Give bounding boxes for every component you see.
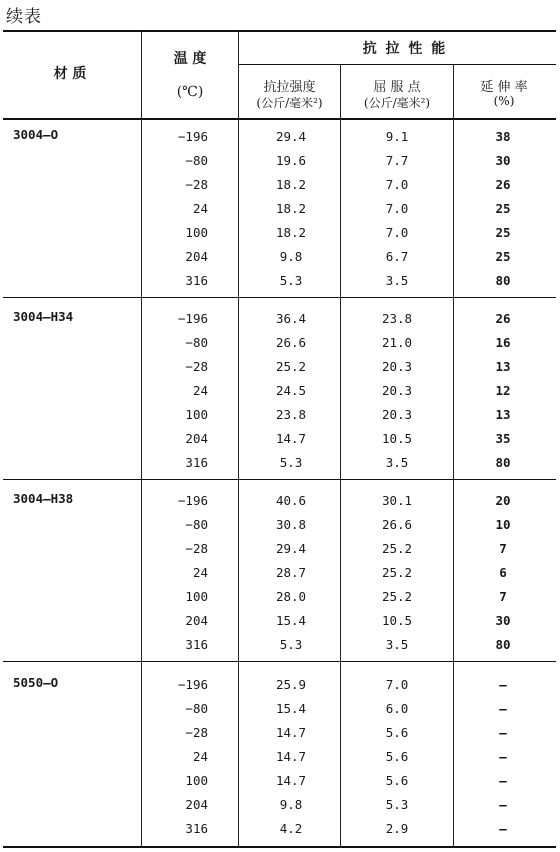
yield-point-cell: 30.1 [381,493,413,508]
table-row [0,613,560,637]
temperature-cell: 204 [185,431,208,446]
yield-point-cell: 10.5 [381,613,413,628]
elongation-cell: 13 [495,359,511,374]
elongation-cell: 30 [495,613,511,628]
temperature-cell: 24 [192,201,208,216]
temperature-cell: 316 [185,637,208,652]
elongation-cell: 20 [495,493,511,508]
yield-point-cell: 20.3 [381,383,413,398]
tensile-strength-cell: 4.2 [279,821,303,836]
temperature-cell: 316 [185,273,208,288]
yield-point-cell: 7.0 [385,177,409,192]
yield-point-cell: 7.0 [385,201,409,216]
subheader-rule [238,64,556,65]
tensile-strength-cell: 25.2 [275,359,307,374]
header-temperature-unit: (℃) [176,84,204,100]
table-row [0,637,560,661]
temperature-cell: 204 [185,249,208,264]
tensile-strength-cell: 28.0 [275,589,307,604]
yield-point-cell: 3.5 [385,455,409,470]
elongation-cell: 25 [495,201,511,216]
temperature-cell: 316 [185,455,208,470]
header-tensile-group: 抗 拉 性 能 [362,41,448,57]
header-elongation-unit: (%) [493,94,515,108]
header-tensile-strength-unit: (公斤/毫米²) [256,96,323,110]
tensile-strength-cell: 9.8 [279,249,303,264]
yield-point-cell: 5.6 [385,773,409,788]
header-temperature: 温 度 [173,51,207,67]
material-label: 3004—O [13,127,59,142]
header-bottom-rule [3,118,556,120]
elongation-cell: 16 [495,335,511,350]
table-row [0,201,560,225]
elongation-cell: 80 [495,455,511,470]
yield-point-cell: 21.0 [381,335,413,350]
table-row [0,407,560,431]
elongation-cell: 13 [495,407,511,422]
temperature-cell: 100 [185,773,208,788]
elongation-cell: — [499,797,507,812]
temperature-cell: 24 [192,565,208,580]
table-bottom-rule [3,846,556,848]
table-row [0,821,560,845]
yield-point-cell: 3.5 [385,273,409,288]
header-tensile-strength: 抗拉强度 [263,80,316,95]
temperature-cell: 204 [185,797,208,812]
elongation-cell: 25 [495,225,511,240]
elongation-cell: 10 [495,517,511,532]
tensile-strength-cell: 23.8 [275,407,307,422]
elongation-cell: 26 [495,177,511,192]
tensile-strength-cell: 5.3 [279,455,303,470]
tensile-strength-cell: 14.7 [275,773,307,788]
table-row [0,797,560,821]
table-row [0,493,560,517]
elongation-cell: 25 [495,249,511,264]
yield-point-cell: 23.8 [381,311,413,326]
tensile-strength-cell: 15.4 [275,613,307,628]
yield-point-cell: 20.3 [381,407,413,422]
elongation-cell: 7 [499,541,507,556]
table-row [0,677,560,701]
elongation-cell: — [499,821,507,836]
tensile-strength-cell: 5.3 [279,273,303,288]
yield-point-cell: 26.6 [381,517,413,532]
yield-point-cell: 7.0 [385,677,409,692]
table-row [0,455,560,479]
yield-point-cell: 7.0 [385,225,409,240]
elongation-cell: — [499,701,507,716]
yield-point-cell: 25.2 [381,565,413,580]
elongation-cell: — [499,725,507,740]
group-separator [3,661,556,662]
yield-point-cell: 5.3 [385,797,409,812]
yield-point-cell: 5.6 [385,725,409,740]
table-row [0,249,560,273]
material-label: 3004—H34 [13,309,74,324]
elongation-cell: 30 [495,153,511,168]
temperature-cell: −28 [185,359,208,374]
table-row [0,725,560,749]
table-row [0,273,560,297]
tensile-strength-cell: 18.2 [275,177,307,192]
yield-point-cell: 6.7 [385,249,409,264]
temperature-cell: 100 [185,589,208,604]
yield-point-cell: 6.0 [385,701,409,716]
table-row [0,177,560,201]
temperature-cell: 100 [185,407,208,422]
header-yield-point-unit: (公斤/毫米²) [363,96,431,110]
elongation-cell: 6 [499,565,507,580]
tensile-strength-cell: 30.8 [275,517,307,532]
header-material: 材 质 [53,66,87,82]
table-row [0,153,560,177]
temperature-cell: 100 [185,225,208,240]
elongation-cell: 26 [495,311,511,326]
temperature-cell: 316 [185,821,208,836]
temperature-cell: −80 [185,701,208,716]
temperature-cell: −196 [177,129,208,144]
table-top-rule [3,30,556,32]
tensile-strength-cell: 40.6 [275,493,307,508]
tensile-strength-cell: 18.2 [275,201,307,216]
tensile-strength-cell: 14.7 [275,431,307,446]
elongation-cell: — [499,773,507,788]
elongation-cell: — [499,749,507,764]
temperature-cell: −196 [177,677,208,692]
temperature-cell: −28 [185,725,208,740]
tensile-strength-cell: 18.2 [275,225,307,240]
yield-point-cell: 25.2 [381,589,413,604]
elongation-cell: — [499,677,507,692]
temperature-cell: 24 [192,383,208,398]
table-row [0,311,560,335]
temperature-cell: −196 [177,493,208,508]
elongation-cell: 80 [495,273,511,288]
temperature-cell: 204 [185,613,208,628]
yield-point-cell: 5.6 [385,749,409,764]
yield-point-cell: 7.7 [385,153,409,168]
yield-point-cell: 2.9 [385,821,409,836]
yield-point-cell: 20.3 [381,359,413,374]
tensile-strength-cell: 14.7 [275,749,307,764]
temperature-cell: −28 [185,177,208,192]
tensile-strength-cell: 28.7 [275,565,307,580]
tensile-strength-cell: 29.4 [275,129,307,144]
tensile-strength-cell: 9.8 [279,797,303,812]
table-row [0,541,560,565]
table-row [0,225,560,249]
tensile-strength-cell: 15.4 [275,701,307,716]
tensile-strength-cell: 14.7 [275,725,307,740]
page-title: 续表 [6,7,42,27]
table-row [0,565,560,589]
tensile-strength-cell: 36.4 [275,311,307,326]
header-yield-point: 屈 服 点 [373,80,421,95]
table-row [0,129,560,153]
tensile-strength-cell: 29.4 [275,541,307,556]
table-row [0,335,560,359]
elongation-cell: 80 [495,637,511,652]
tensile-strength-cell: 19.6 [275,153,307,168]
table-row [0,773,560,797]
temperature-cell: −80 [185,335,208,350]
elongation-cell: 35 [495,431,511,446]
temperature-cell: 24 [192,749,208,764]
table-row [0,359,560,383]
yield-point-cell: 10.5 [381,431,413,446]
table-row [0,517,560,541]
yield-point-cell: 3.5 [385,637,409,652]
table-row [0,589,560,613]
table-row [0,431,560,455]
temperature-cell: −80 [185,517,208,532]
table-row [0,701,560,725]
yield-point-cell: 9.1 [385,129,409,144]
temperature-cell: −196 [177,311,208,326]
tensile-strength-cell: 24.5 [275,383,307,398]
group-separator [3,297,556,298]
material-label: 3004—H38 [13,491,74,506]
group-separator [3,479,556,480]
tensile-strength-cell: 26.6 [275,335,307,350]
material-label: 5050—O [13,675,59,690]
elongation-cell: 7 [499,589,507,604]
temperature-cell: −80 [185,153,208,168]
table-row [0,383,560,407]
tensile-strength-cell: 5.3 [279,637,303,652]
temperature-cell: −28 [185,541,208,556]
yield-point-cell: 25.2 [381,541,413,556]
elongation-cell: 12 [495,383,511,398]
header-elongation: 延 伸 率 [480,80,528,95]
elongation-cell: 38 [495,129,511,144]
tensile-strength-cell: 25.9 [275,677,307,692]
table-row [0,749,560,773]
